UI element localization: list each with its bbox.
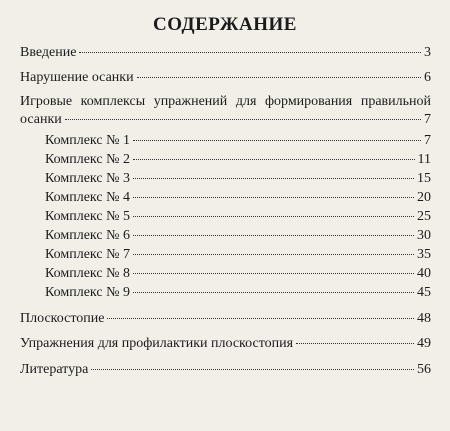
dot-leader: [79, 52, 421, 53]
toc-entry-page: 3: [424, 45, 431, 60]
dot-leader: [133, 273, 414, 274]
toc-entry-complex-4: [45, 190, 431, 206]
toc-entry-page: 35: [417, 247, 431, 262]
toc-entry-literature: [20, 362, 431, 378]
toc-entry-complex-1: [45, 133, 431, 149]
dot-leader: [133, 235, 414, 236]
toc-entry-page: 7: [424, 133, 431, 148]
dot-leader: [137, 77, 421, 78]
dot-leader: [107, 318, 414, 319]
toc-entry-complex-6: [45, 228, 431, 244]
toc-entry-page: 20: [417, 190, 431, 205]
toc-entry-complex-3: [45, 171, 431, 187]
toc-entry-label: Комплекс № 5: [45, 209, 130, 224]
toc-entry-page: 48: [417, 311, 431, 326]
toc-entry-label: Плоскостопие: [20, 311, 105, 326]
toc-entry-complex-8: [45, 266, 431, 282]
toc-entry-page: 56: [417, 362, 431, 377]
toc-entry-complex-5: [45, 209, 431, 225]
toc-entry-page: 6: [424, 70, 431, 85]
toc-entry-complex-2: [45, 152, 431, 168]
toc-entry-page: 40: [417, 266, 431, 281]
toc-entry-label: осанки: [20, 112, 62, 127]
toc-entry-page: 49: [417, 336, 431, 351]
toc-entry-label: Комплекс № 4: [45, 190, 130, 205]
toc-entry-label: Комплекс № 3: [45, 171, 130, 186]
dot-leader: [133, 178, 414, 179]
dot-leader: [296, 343, 414, 344]
toc-entry-label: Комплекс № 7: [45, 247, 130, 262]
toc-entry-page: 45: [417, 285, 431, 300]
toc-entry-posture-disorder: [20, 70, 431, 86]
toc-entry-introduction: [20, 45, 431, 61]
dot-leader: [91, 369, 414, 370]
toc-entry-complex-9: [45, 285, 431, 301]
toc-entry-page: 25: [417, 209, 431, 224]
dot-leader: [65, 119, 421, 120]
toc-entry-label: Комплекс № 9: [45, 285, 130, 300]
toc-entry-game-complexes-line1: Игровые комплексы упражнений для формирования правильной: [20, 94, 431, 109]
dot-leader: [133, 140, 421, 141]
toc-entry-label: Комплекс № 2: [45, 152, 130, 167]
toc-entry-label: Упражнения для профилактики плоскостопия: [20, 336, 294, 351]
dot-leader: [133, 292, 414, 293]
toc-entry-flat-feet-exercises: [20, 336, 431, 352]
toc-entry-flat-feet: [20, 311, 431, 327]
toc-entry-label: Литература: [20, 362, 89, 377]
toc-entry-page: 15: [417, 171, 431, 186]
toc-entry-page: 7: [424, 112, 431, 127]
page-title: СОДЕРЖАНИЕ: [153, 14, 297, 35]
toc-entry-label: Нарушение осанки: [20, 70, 134, 85]
toc-entry-label: Комплекс № 6: [45, 228, 130, 243]
dot-leader: [133, 254, 414, 255]
dot-leader: [133, 159, 415, 160]
toc-entry-label: Комплекс № 8: [45, 266, 130, 281]
dot-leader: [133, 216, 414, 217]
toc-entry-complex-7: [45, 247, 431, 263]
dot-leader: [133, 197, 414, 198]
toc-entry-label: Комплекс № 1: [45, 133, 130, 148]
toc-entry-label: Введение: [20, 45, 77, 60]
toc-entry-game-complexes: [20, 112, 431, 128]
toc-entry-page: 30: [417, 228, 431, 243]
toc-entry-page: 11: [417, 152, 431, 167]
